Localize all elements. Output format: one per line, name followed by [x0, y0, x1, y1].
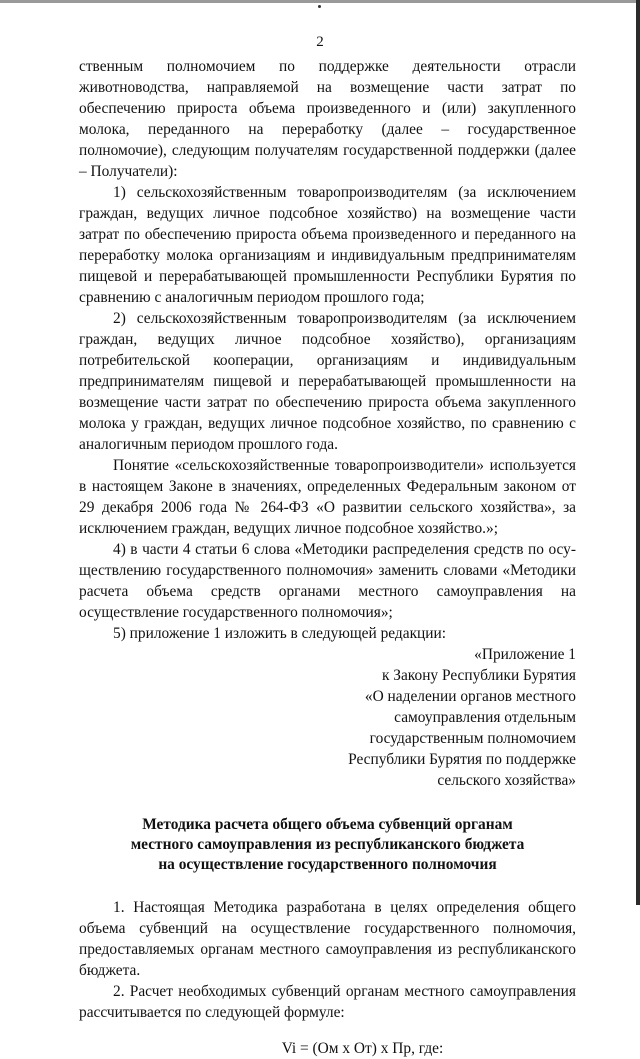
appendix-heading [79, 644, 576, 791]
title-line: Методика расчета общего объема субвенций органам [142, 816, 513, 833]
paragraph-method-2: 2. Расчет необходимых субвенций органам местного самоуправления рассчитывается по следующей формуле: [79, 983, 576, 1021]
appendix-line: «Приложение 1 [474, 646, 576, 663]
paragraph-item-1: 1) сельскохозяйственным товаропроизводителям (за исключением граждан, ведущих личное подсобное хозяйство) на возмещение части затрат по обеспечению прироста объема произведенного и переданного на переработку молока организациям и индивидуальным предпринимателям пищевой и перерабатывающей промышленности Республики Бурятия по сравнению с аналогичным периодом прошлого года; [79, 184, 576, 306]
title-line: на осуществление государственного полномочия [158, 856, 497, 873]
methodology-title [79, 815, 576, 875]
paragraph-item-4: 4) в части 4 статьи 6 слова «Методики распределения средств по осуществлению государственного полномочия» заменить словами «Методики расчета объема средств органами местного самоуправления на осуществление государственного полномочия»; [79, 541, 576, 621]
appendix-line: «О наделении органов местного [364, 688, 576, 705]
scan-speck [318, 5, 321, 8]
appendix-line: самоуправления отдельным [394, 709, 576, 726]
paragraph-item-5: 5) приложение 1 изложить в следующей редакции: [113, 625, 447, 642]
document-body [79, 56, 576, 1059]
appendix-line: сельского хозяйства» [437, 772, 576, 789]
paragraph-continuation: ственным полномочием по поддержке деятельности отрасли животноводства, направляемой на возмещение части затрат по обеспечению прироста объема произведенного и (или) закупленного молока, переданного на переработку (далее – государственное полномочие), следующим получателям государственной поддержки (далее – Получатели): [79, 58, 576, 180]
scan-edge-top [0, 0, 640, 3]
formula: Vi = (Ом x От) x Пр, где: [281, 1040, 444, 1057]
appendix-line: государственным полномочием [369, 730, 576, 747]
paragraph-definition: Понятие «сельскохозяйственные товаропроизводители» используется в настоящем Законе в значениях, определенных Федеральным законом от 29 декабря 2006 года № 264-ФЗ «О развитии сельского хозяйства», за исключением граждан, ведущих личное подсобное хозяйство.»; [79, 457, 576, 537]
paragraph-item-2: 2) сельскохозяйственным товаропроизводителям (за исключением граждан, ведущих личное подсобное хозяйство), организациям потребительской кооперации, организациям и индивидуальным предпринимателям пищевой и перерабатывающей промышленности на возмещение части затрат по обеспечению прироста объема закупленного молока у граждан, ведущих личное подсобное хозяйство, по сравнению с аналогичным периодом прошлого года. [79, 310, 576, 453]
appendix-line: Республики Бурятия по поддержке [348, 751, 576, 768]
appendix-line: к Закону Республики Бурятия [381, 667, 576, 684]
paragraph-method-1: 1. Настоящая Методика разработана в целях определения общего объема субвенций на осуществление государственного полномочия, предоставляемых органам местного самоуправления из республиканского бюджета. [79, 899, 576, 979]
page-number: 2 [316, 34, 324, 50]
scan-edge-right [636, 0, 640, 905]
title-line: местного самоуправления из республиканского бюджета [130, 836, 525, 853]
